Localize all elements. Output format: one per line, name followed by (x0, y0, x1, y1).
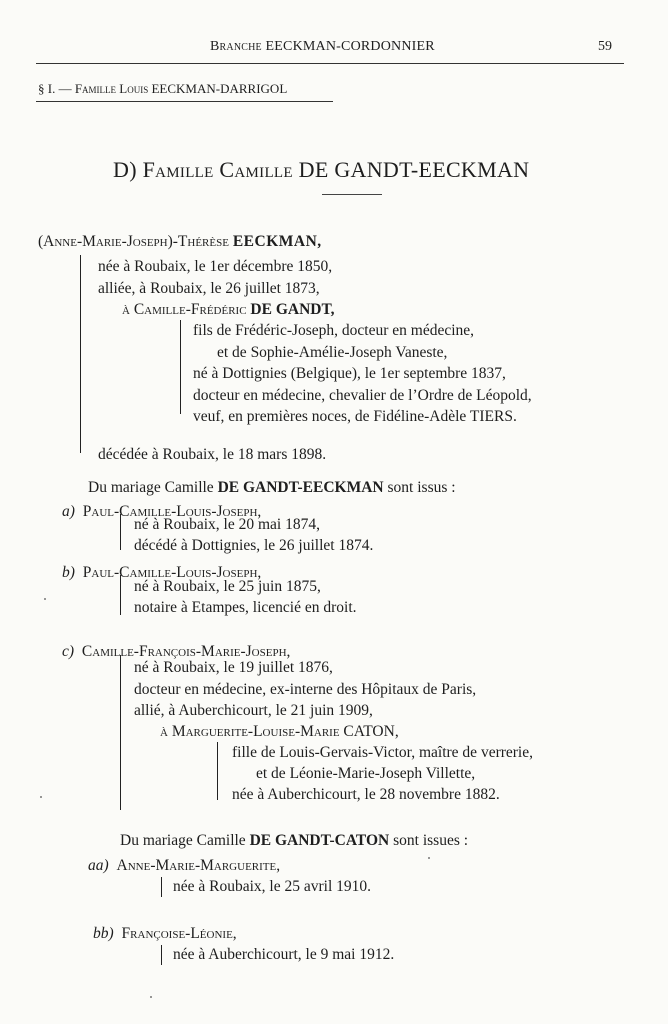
main-person-death: décédée à Roubaix, le 18 mars 1898. (98, 446, 327, 463)
title-rule (322, 194, 382, 195)
child-detail: notaire à Etampes, licencié en droit. (134, 599, 357, 616)
child-detail: né à Roubaix, le 20 mai 1874, (134, 516, 320, 533)
child-name: Paul-Camille-Louis-Joseph, (82, 503, 262, 520)
child-letter: c) (62, 643, 75, 660)
grandchild-entry (88, 857, 280, 875)
heading-suffix: sont issues : (389, 832, 469, 849)
grandchildren-heading (120, 832, 468, 850)
child-name: Camille-François-Marie-Joseph, (81, 643, 291, 660)
main-person-alliance: alliée, à Roubaix, le 26 juillet 1873, (98, 280, 320, 297)
heading-prefix: Du mariage Camille (88, 479, 218, 496)
spouse-detail: veuf, en premières noces, de Fidéline-Adèle TIERS. (193, 408, 517, 425)
child-bracket (120, 655, 121, 810)
children-heading (88, 479, 456, 497)
scan-speck (40, 796, 42, 798)
child-detail: décédé à Dottignies, le 26 juillet 1874. (134, 537, 374, 554)
child-bracket (120, 514, 121, 550)
family-title-name: DE GANDT-EECKMAN (298, 157, 530, 182)
grandchild-bracket (161, 877, 162, 897)
heading-prefix: Du mariage Camille (120, 832, 250, 849)
child-detail: docteur en médecine, ex-interne des Hôpitaux de Paris, (134, 681, 477, 698)
spouse-bracket (180, 320, 181, 414)
spouse-detail: fils de Frédéric-Joseph, docteur en médecine, (193, 322, 475, 339)
main-person-surname: EECKMAN, (232, 233, 322, 250)
heading-name: DE GANDT-EECKMAN (217, 479, 384, 496)
section-underline (36, 101, 333, 102)
spouse-detail: né à Dottignies (Belgique), le 1er septembre 1837, (193, 365, 506, 382)
child-spouse-name: à Marguerite-Louise-Marie CATON, (160, 723, 399, 740)
child-bracket (120, 575, 121, 615)
spouse-given-names: à Camille-Frédéric (122, 301, 251, 318)
main-person-given-names: (Anne-Marie-Joseph)-Thérèse (38, 233, 233, 250)
spouse-detail: docteur en médecine, chevalier de l’Ordre de Léopold, (193, 387, 532, 404)
child-spouse-detail: et de Léonie-Marie-Joseph Villette, (256, 765, 476, 782)
child-detail: né à Roubaix, le 25 juin 1875, (134, 578, 321, 595)
scan-speck (44, 598, 46, 600)
heading-name: DE GANDT-CATON (249, 832, 390, 849)
child-letter: a) (62, 503, 75, 520)
section-label: § I. — Famille Louis EECKMAN-DARRIGOL (38, 81, 288, 96)
running-header: Branche EECKMAN-CORDONNIER (210, 39, 435, 54)
family-title-prefix: D) Famille Camille (113, 157, 299, 182)
main-person-birth: née à Roubaix, le 1er décembre 1850, (98, 258, 333, 275)
child-spouse-detail: fille de Louis-Gervais-Victor, maître de verrerie, (232, 744, 533, 761)
grandchild-entry (93, 925, 237, 943)
page-number: 59 (598, 39, 612, 54)
child-name: Paul-Camille-Louis-Joseph, (82, 564, 262, 581)
grandchild-letter: bb) (93, 925, 114, 942)
spouse-name (122, 301, 335, 319)
grandchild-detail: née à Auberchicourt, le 9 mai 1912. (173, 946, 395, 963)
scan-speck (428, 857, 430, 859)
grandchild-detail: née à Roubaix, le 25 avril 1910. (173, 878, 372, 895)
grandchild-name: Françoise-Léonie, (121, 925, 237, 942)
spouse-detail: et de Sophie-Amélie-Joseph Vaneste, (217, 344, 448, 361)
child-spouse-detail: née à Auberchicourt, le 28 novembre 1882. (232, 786, 500, 803)
family-title (113, 157, 529, 183)
spouse-surname: DE GANDT, (250, 301, 335, 318)
heading-suffix: sont issus : (383, 479, 456, 496)
main-person-name (38, 233, 322, 251)
child-spouse-bracket (217, 742, 218, 800)
grandchild-letter: aa) (88, 857, 109, 874)
child-detail: né à Roubaix, le 19 juillet 1876, (134, 659, 333, 676)
child-detail: allié, à Auberchicourt, le 21 juin 1909, (134, 702, 373, 719)
main-person-bracket (80, 255, 81, 453)
header-rule (36, 63, 624, 64)
grandchild-name: Anne-Marie-Marguerite, (116, 857, 281, 874)
grandchild-bracket (161, 945, 162, 965)
child-letter: b) (62, 564, 75, 581)
scan-speck (150, 996, 152, 998)
